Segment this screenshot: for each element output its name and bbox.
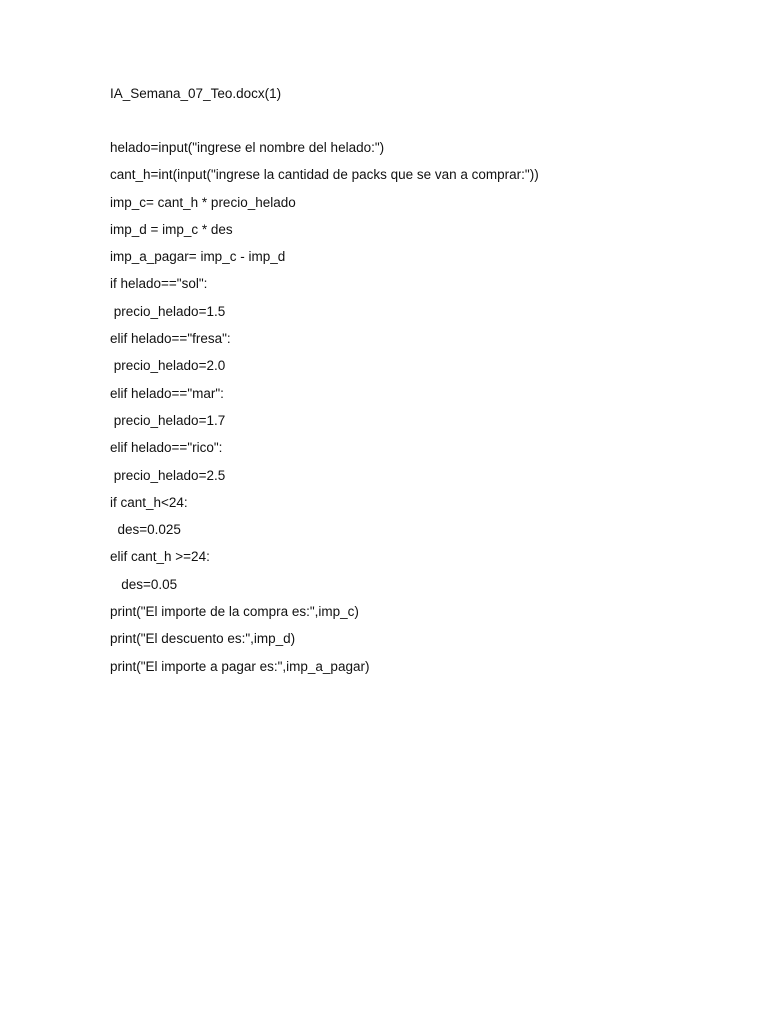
code-line: elif helado=="rico": [110, 440, 223, 456]
code-line: elif cant_h >=24: [110, 549, 210, 565]
code-line: helado=input("ingrese el nombre del helado:") [110, 140, 385, 155]
code-line: print("El descuento es:",imp_d) [110, 631, 296, 647]
code-line: precio_helado=2.0 [110, 358, 226, 374]
document-title: IA_Semana_07_Teo.docx(1) [110, 86, 282, 101]
code-line: precio_helado=2.5 [110, 467, 226, 483]
code-line: cant_h=int(input("ingrese la cantidad de packs que se van a comprar:")) [110, 167, 539, 183]
code-line: precio_helado=1.7 [110, 412, 226, 428]
code-line: print("El importe a pagar es:",imp_a_pagar) [110, 658, 370, 674]
code-line: imp_a_pagar= imp_c - imp_d [110, 249, 286, 265]
code-line: if helado=="sol": [110, 276, 208, 292]
code-line: elif helado=="fresa": [110, 331, 231, 347]
code-line: if cant_h<24: [110, 494, 188, 510]
code-line: precio_helado=1.5 [110, 303, 226, 319]
code-line: des=0.05 [110, 576, 178, 592]
code-line: imp_d = imp_c * des [110, 221, 233, 237]
code-line: elif helado=="mar": [110, 385, 224, 401]
code-line: print("El importe de la compra es:",imp_c) [110, 604, 359, 620]
code-block [110, 139, 539, 685]
code-line: des=0.025 [110, 522, 181, 538]
code-line: imp_c= cant_h * precio_helado [110, 194, 296, 210]
